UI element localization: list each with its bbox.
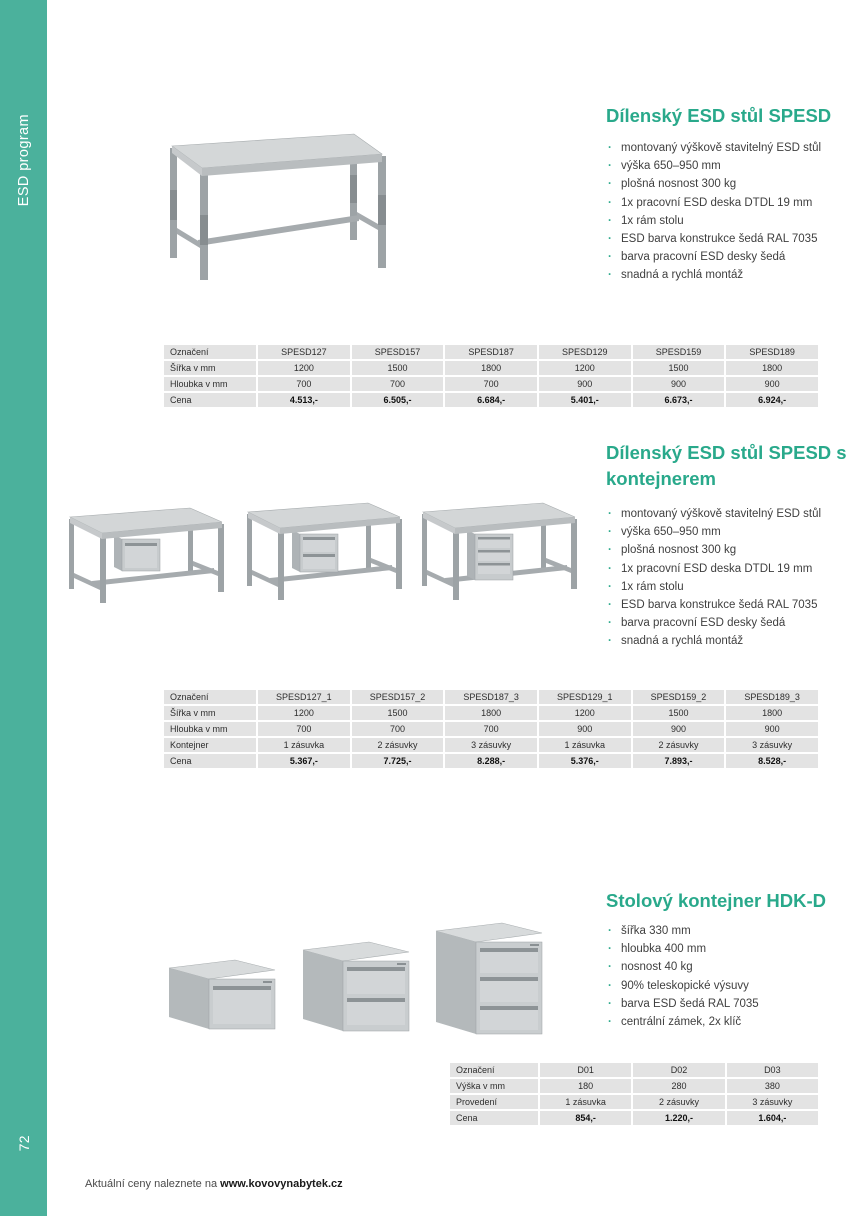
price-cell: 1.220,- <box>633 1111 724 1125</box>
bullet-item: · barva ESD šedá RAL 7035 <box>606 995 858 1013</box>
cell: 700 <box>445 722 537 736</box>
price-cell: 5.376,- <box>539 754 631 768</box>
bullet-item: · snadná a rychlá montáž <box>606 632 858 650</box>
desk-2-drawer-image <box>240 492 405 604</box>
cell: 1 zásuvka <box>258 738 350 752</box>
table-row <box>164 706 818 720</box>
cell: SPESD157_2 <box>352 690 444 704</box>
table-row <box>450 1079 818 1093</box>
sidebar-label: ESD program <box>15 113 32 207</box>
table-row-price <box>450 1111 818 1125</box>
cell: SPESD129_1 <box>539 690 631 704</box>
price-cell: 854,- <box>540 1111 631 1125</box>
sidebar-label-wrap <box>0 90 47 230</box>
bullet-list-spesd <box>606 139 858 285</box>
cell: 180 <box>540 1079 631 1093</box>
row-label: Označení <box>450 1063 538 1077</box>
bullet-item: · barva pracovní ESD desky šedá <box>606 614 858 632</box>
price-cell: 5.367,- <box>258 754 350 768</box>
bullet-item: · plošná nosnost 300 kg <box>606 175 858 193</box>
cell: D02 <box>633 1063 724 1077</box>
cell: 900 <box>539 377 631 391</box>
cell: 1 zásuvka <box>540 1095 631 1109</box>
table-row <box>164 690 818 704</box>
page-number: 72 <box>15 1134 32 1152</box>
cell: 1200 <box>539 361 631 375</box>
cell: 1200 <box>258 361 350 375</box>
price-cell: 1.604,- <box>727 1111 818 1125</box>
bullet-list-hdk-d <box>606 922 858 1031</box>
bullet-item: · výška 650–950 mm <box>606 523 858 541</box>
row-label: Hloubka v mm <box>164 722 256 736</box>
bullet-item: · hloubka 400 mm <box>606 940 858 958</box>
cell: 1800 <box>445 361 537 375</box>
section-title-hdk-d: Stolový kontejner HDK-D <box>606 890 826 911</box>
row-label: Cena <box>164 393 256 407</box>
cell: SPESD159 <box>633 345 725 359</box>
price-cell: 6.505,- <box>352 393 444 407</box>
cell: 1500 <box>352 706 444 720</box>
price-cell: 6.684,- <box>445 393 537 407</box>
workbench-image <box>158 120 388 288</box>
cell: 3 zásuvky <box>445 738 537 752</box>
cell: 1200 <box>539 706 631 720</box>
container-1-drawer-image <box>163 938 281 1038</box>
cell: 1800 <box>726 706 818 720</box>
bullet-item: · 90% teleskopické výsuvy <box>606 977 858 995</box>
spec-table-hdk-d <box>448 1061 820 1127</box>
footer-url[interactable]: www.kovovynabytek.cz <box>220 1178 343 1190</box>
cell: 2 zásuvky <box>633 1095 724 1109</box>
bullet-item: · barva pracovní ESD desky šedá <box>606 248 858 266</box>
footer-note <box>85 1178 343 1190</box>
section-title-spesd: Dílenský ESD stůl SPESD <box>606 105 832 126</box>
cell: D01 <box>540 1063 631 1077</box>
bullet-item: · 1x rám stolu <box>606 212 858 230</box>
cell: SPESD187 <box>445 345 537 359</box>
cell: 700 <box>445 377 537 391</box>
cell: 900 <box>539 722 631 736</box>
footer-text: Aktuální ceny naleznete na <box>85 1178 221 1190</box>
cell: 1200 <box>258 706 350 720</box>
cell: 900 <box>633 377 725 391</box>
price-cell: 6.924,- <box>726 393 818 407</box>
cell: 380 <box>727 1079 818 1093</box>
cell: 1500 <box>352 361 444 375</box>
cell: 700 <box>352 377 444 391</box>
container-3-drawer-image <box>432 908 547 1040</box>
bullet-item: · montovaný výškově stavitelný ESD stůl <box>606 139 858 157</box>
row-label: Cena <box>450 1111 538 1125</box>
cell: SPESD159_2 <box>633 690 725 704</box>
section-title-spesd-kontejner: Dílenský ESD stůl SPESD s kontejnerem <box>606 442 847 489</box>
price-cell: 7.893,- <box>633 754 725 768</box>
spec-table-spesd-kontejner <box>162 688 820 770</box>
bullet-item: · šířka 330 mm <box>606 922 858 940</box>
cell: SPESD189 <box>726 345 818 359</box>
row-label: Šířka v mm <box>164 361 256 375</box>
row-label: Hloubka v mm <box>164 377 256 391</box>
cell: 3 zásuvky <box>727 1095 818 1109</box>
row-label: Šířka v mm <box>164 706 256 720</box>
row-label: Kontejner <box>164 738 256 752</box>
bullet-item: · výška 650–950 mm <box>606 157 858 175</box>
cell: SPESD187_3 <box>445 690 537 704</box>
price-cell: 5.401,- <box>539 393 631 407</box>
cell: SPESD127_1 <box>258 690 350 704</box>
row-label: Označení <box>164 345 256 359</box>
row-label: Označení <box>164 690 256 704</box>
table-row <box>450 1095 818 1109</box>
table-row-price <box>164 393 818 407</box>
table-row <box>164 377 818 391</box>
desk-1-drawer-image <box>62 497 227 605</box>
cell: SPESD157 <box>352 345 444 359</box>
table-row-price <box>164 754 818 768</box>
row-label: Výška v mm <box>450 1079 538 1093</box>
table-row <box>164 361 818 375</box>
price-cell: 4.513,- <box>258 393 350 407</box>
cell: SPESD189_3 <box>726 690 818 704</box>
table-row <box>164 345 818 359</box>
table-row <box>164 738 818 752</box>
cell: 900 <box>726 722 818 736</box>
bullet-list-spesd-kontejner <box>606 505 858 651</box>
cell: 700 <box>258 722 350 736</box>
bullet-item: · nosnost 40 kg <box>606 958 858 976</box>
price-cell: 6.673,- <box>633 393 725 407</box>
table-row <box>450 1063 818 1077</box>
table-row <box>164 722 818 736</box>
cell: 2 zásuvky <box>633 738 725 752</box>
sidebar <box>0 0 47 1216</box>
desk-3-drawer-image <box>415 492 580 604</box>
bullet-item: · ESD barva konstrukce šedá RAL 7035 <box>606 230 858 248</box>
price-cell: 7.725,- <box>352 754 444 768</box>
workbench-illustration <box>158 120 388 288</box>
cell: 900 <box>633 722 725 736</box>
cell: 1800 <box>445 706 537 720</box>
cell: 700 <box>352 722 444 736</box>
cell: 1800 <box>726 361 818 375</box>
bullet-item: · 1x rám stolu <box>606 578 858 596</box>
row-label: Provedení <box>450 1095 538 1109</box>
cell: 3 zásuvky <box>726 738 818 752</box>
cell: SPESD129 <box>539 345 631 359</box>
bullet-item: · plošná nosnost 300 kg <box>606 541 858 559</box>
cell: 1500 <box>633 706 725 720</box>
cell: 1 zásuvka <box>539 738 631 752</box>
bullet-item: · montovaný výškově stavitelný ESD stůl <box>606 505 858 523</box>
bullet-item: · centrální zámek, 2x klíč <box>606 1013 858 1031</box>
bullet-item: · 1x pracovní ESD deska DTDL 19 mm <box>606 194 858 212</box>
cell: 900 <box>726 377 818 391</box>
row-label: Cena <box>164 754 256 768</box>
cell: SPESD127 <box>258 345 350 359</box>
cell: 700 <box>258 377 350 391</box>
cell: 1500 <box>633 361 725 375</box>
spec-table-spesd <box>162 343 820 409</box>
page-number-wrap <box>0 1118 47 1168</box>
cell: D03 <box>727 1063 818 1077</box>
bullet-item: · ESD barva konstrukce šedá RAL 7035 <box>606 596 858 614</box>
price-cell: 8.528,- <box>726 754 818 768</box>
bullet-item: · 1x pracovní ESD deska DTDL 19 mm <box>606 560 858 578</box>
cell: 280 <box>633 1079 724 1093</box>
price-cell: 8.288,- <box>445 754 537 768</box>
cell: 2 zásuvky <box>352 738 444 752</box>
container-2-drawer-image <box>297 925 415 1038</box>
bullet-item: · snadná a rychlá montáž <box>606 266 858 284</box>
